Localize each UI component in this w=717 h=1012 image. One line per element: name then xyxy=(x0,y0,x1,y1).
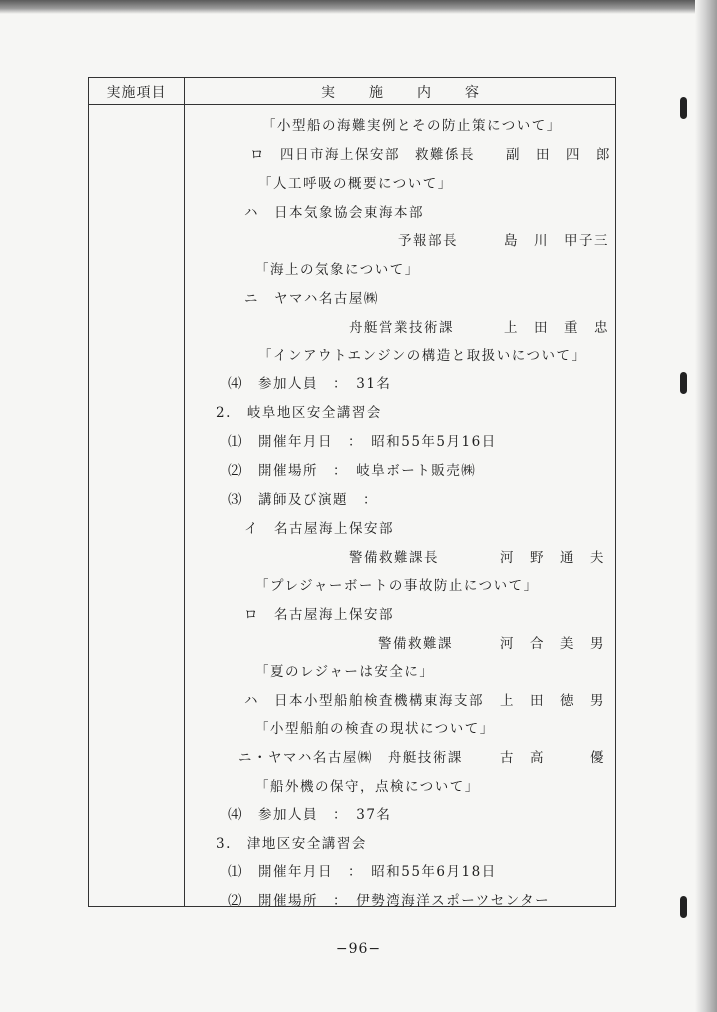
text-line: ⑶ 講師及び演題 ： xyxy=(228,492,378,508)
column-divider xyxy=(184,78,185,906)
text-line: 上 田 重 忠 xyxy=(504,320,609,336)
text-line: ロ 四日市海上保安部 救難係長 xyxy=(250,147,475,163)
text-line: ⑵ 開催場所 ： 岐阜ボート販売㈱ xyxy=(228,463,477,479)
binding-hole xyxy=(680,896,687,918)
text-line: ⑴ 開催年月日 ： 昭和55年6月18日 xyxy=(228,864,497,880)
text-line: 河 合 美 男 xyxy=(500,636,605,652)
header-rule xyxy=(89,104,615,105)
text-line: 「小型船の海難実例とその防止策について」 xyxy=(262,118,562,134)
text-line: 「夏のレジャーは安全に」 xyxy=(255,664,435,680)
text-line: 予報部長 xyxy=(398,233,458,249)
binding-hole xyxy=(680,97,687,119)
text-line: 「海上の気象について」 xyxy=(255,262,420,278)
section-heading: 2. 岐阜地区安全講習会 xyxy=(216,405,382,421)
text-line: ⑴ 開催年月日 ： 昭和55年5月16日 xyxy=(228,434,497,450)
text-line: 警備救難課長 xyxy=(349,550,439,566)
text-line: 島 川 甲子三 xyxy=(504,233,609,249)
text-line: ハ 日本気象協会東海本部 xyxy=(244,205,424,221)
text-line: 「プレジャーボートの事故防止について」 xyxy=(255,578,539,594)
header-item: 実施項目 xyxy=(106,85,167,101)
text-line: ⑵ 開催場所 ： 伊勢湾海洋スポーツセンター xyxy=(228,893,551,909)
text-line: 古 高 優 xyxy=(500,750,605,766)
text-line: ロ 名古屋海上保安部 xyxy=(244,607,394,623)
text-line: 舟艇営業技術課 xyxy=(349,320,454,336)
text-line: 警備救難課 xyxy=(378,636,453,652)
text-line: ⑷ 参加人員 ： 31名 xyxy=(228,376,392,392)
text-line: 「インアウトエンジンの構造と取扱いについて」 xyxy=(258,348,587,364)
text-line: イ 名古屋海上保安部 xyxy=(244,521,394,537)
section-heading: 3. 津地区安全講習会 xyxy=(216,836,367,852)
binding-hole xyxy=(680,372,687,394)
text-line: ニ ヤマハ名古屋㈱ xyxy=(244,291,379,307)
text-line: 上 田 徳 男 xyxy=(500,693,605,709)
scan-right-edge xyxy=(695,0,717,1012)
page-number: −96− xyxy=(335,941,382,957)
scan-top-edge xyxy=(0,0,717,14)
text-line: 「小型船舶の検査の現状について」 xyxy=(255,721,495,737)
header-content: 実施内容 xyxy=(321,85,513,101)
text-line: ニ・ヤマハ名古屋㈱ 舟艇技術課 xyxy=(238,750,463,766)
text-line: 河 野 通 夫 xyxy=(500,550,605,566)
text-line: ⑷ 参加人員 ： 37名 xyxy=(228,807,392,823)
text-line: 「人工呼吸の概要について」 xyxy=(258,176,453,192)
text-line: 「船外機の保守，点検について」 xyxy=(255,779,480,795)
text-line: ハ 日本小型船舶検査機構東海支部 xyxy=(244,693,484,709)
text-line: 副 田 四 郎 xyxy=(506,147,611,163)
